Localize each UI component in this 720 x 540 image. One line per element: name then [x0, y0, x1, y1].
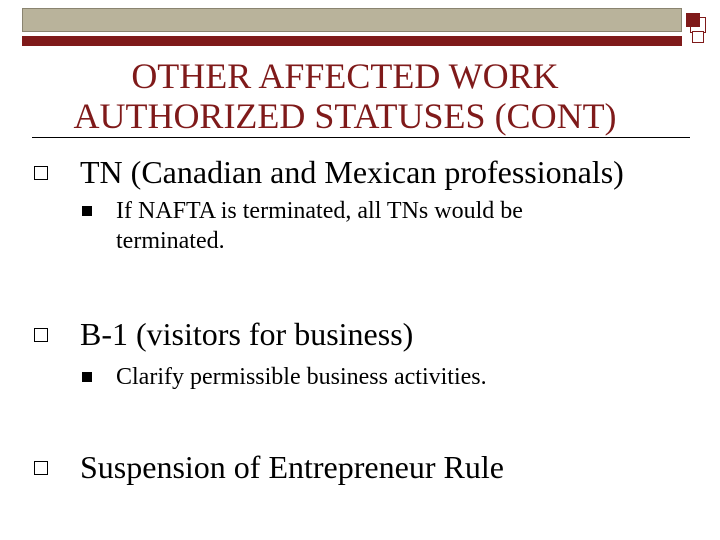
- bullet-b1: B-1 (visitors for business): [80, 316, 414, 352]
- filled-square-bullet-icon: [82, 206, 92, 216]
- small-outline-square-icon: [692, 31, 704, 43]
- header-accent-line: [22, 36, 682, 46]
- hollow-square-bullet-icon: [34, 328, 48, 342]
- slide-title-line-2: AUTHORIZED STATUSES (CONT): [73, 96, 617, 136]
- bullet-tn: TN (Canadian and Mexican professionals): [80, 154, 624, 190]
- bullet-entrepreneur-rule: Suspension of Entrepreneur Rule: [80, 449, 504, 485]
- sub-bullet-nafta: If NAFTA is terminated, all TNs would be terminated.: [116, 198, 523, 254]
- header-decoration-bar: [22, 8, 682, 46]
- header-strip: [22, 8, 682, 32]
- hollow-square-bullet-icon: [34, 461, 48, 475]
- sub-bullet-business-activities: Clarify permissible business activities.: [116, 364, 487, 390]
- corner-squares-decoration: [686, 13, 708, 43]
- title-divider: [32, 137, 690, 138]
- slide-title-line-1: OTHER AFFECTED WORK: [131, 56, 559, 96]
- hollow-square-bullet-icon: [34, 166, 48, 180]
- slide-title: [30, 56, 660, 136]
- filled-square-bullet-icon: [82, 372, 92, 382]
